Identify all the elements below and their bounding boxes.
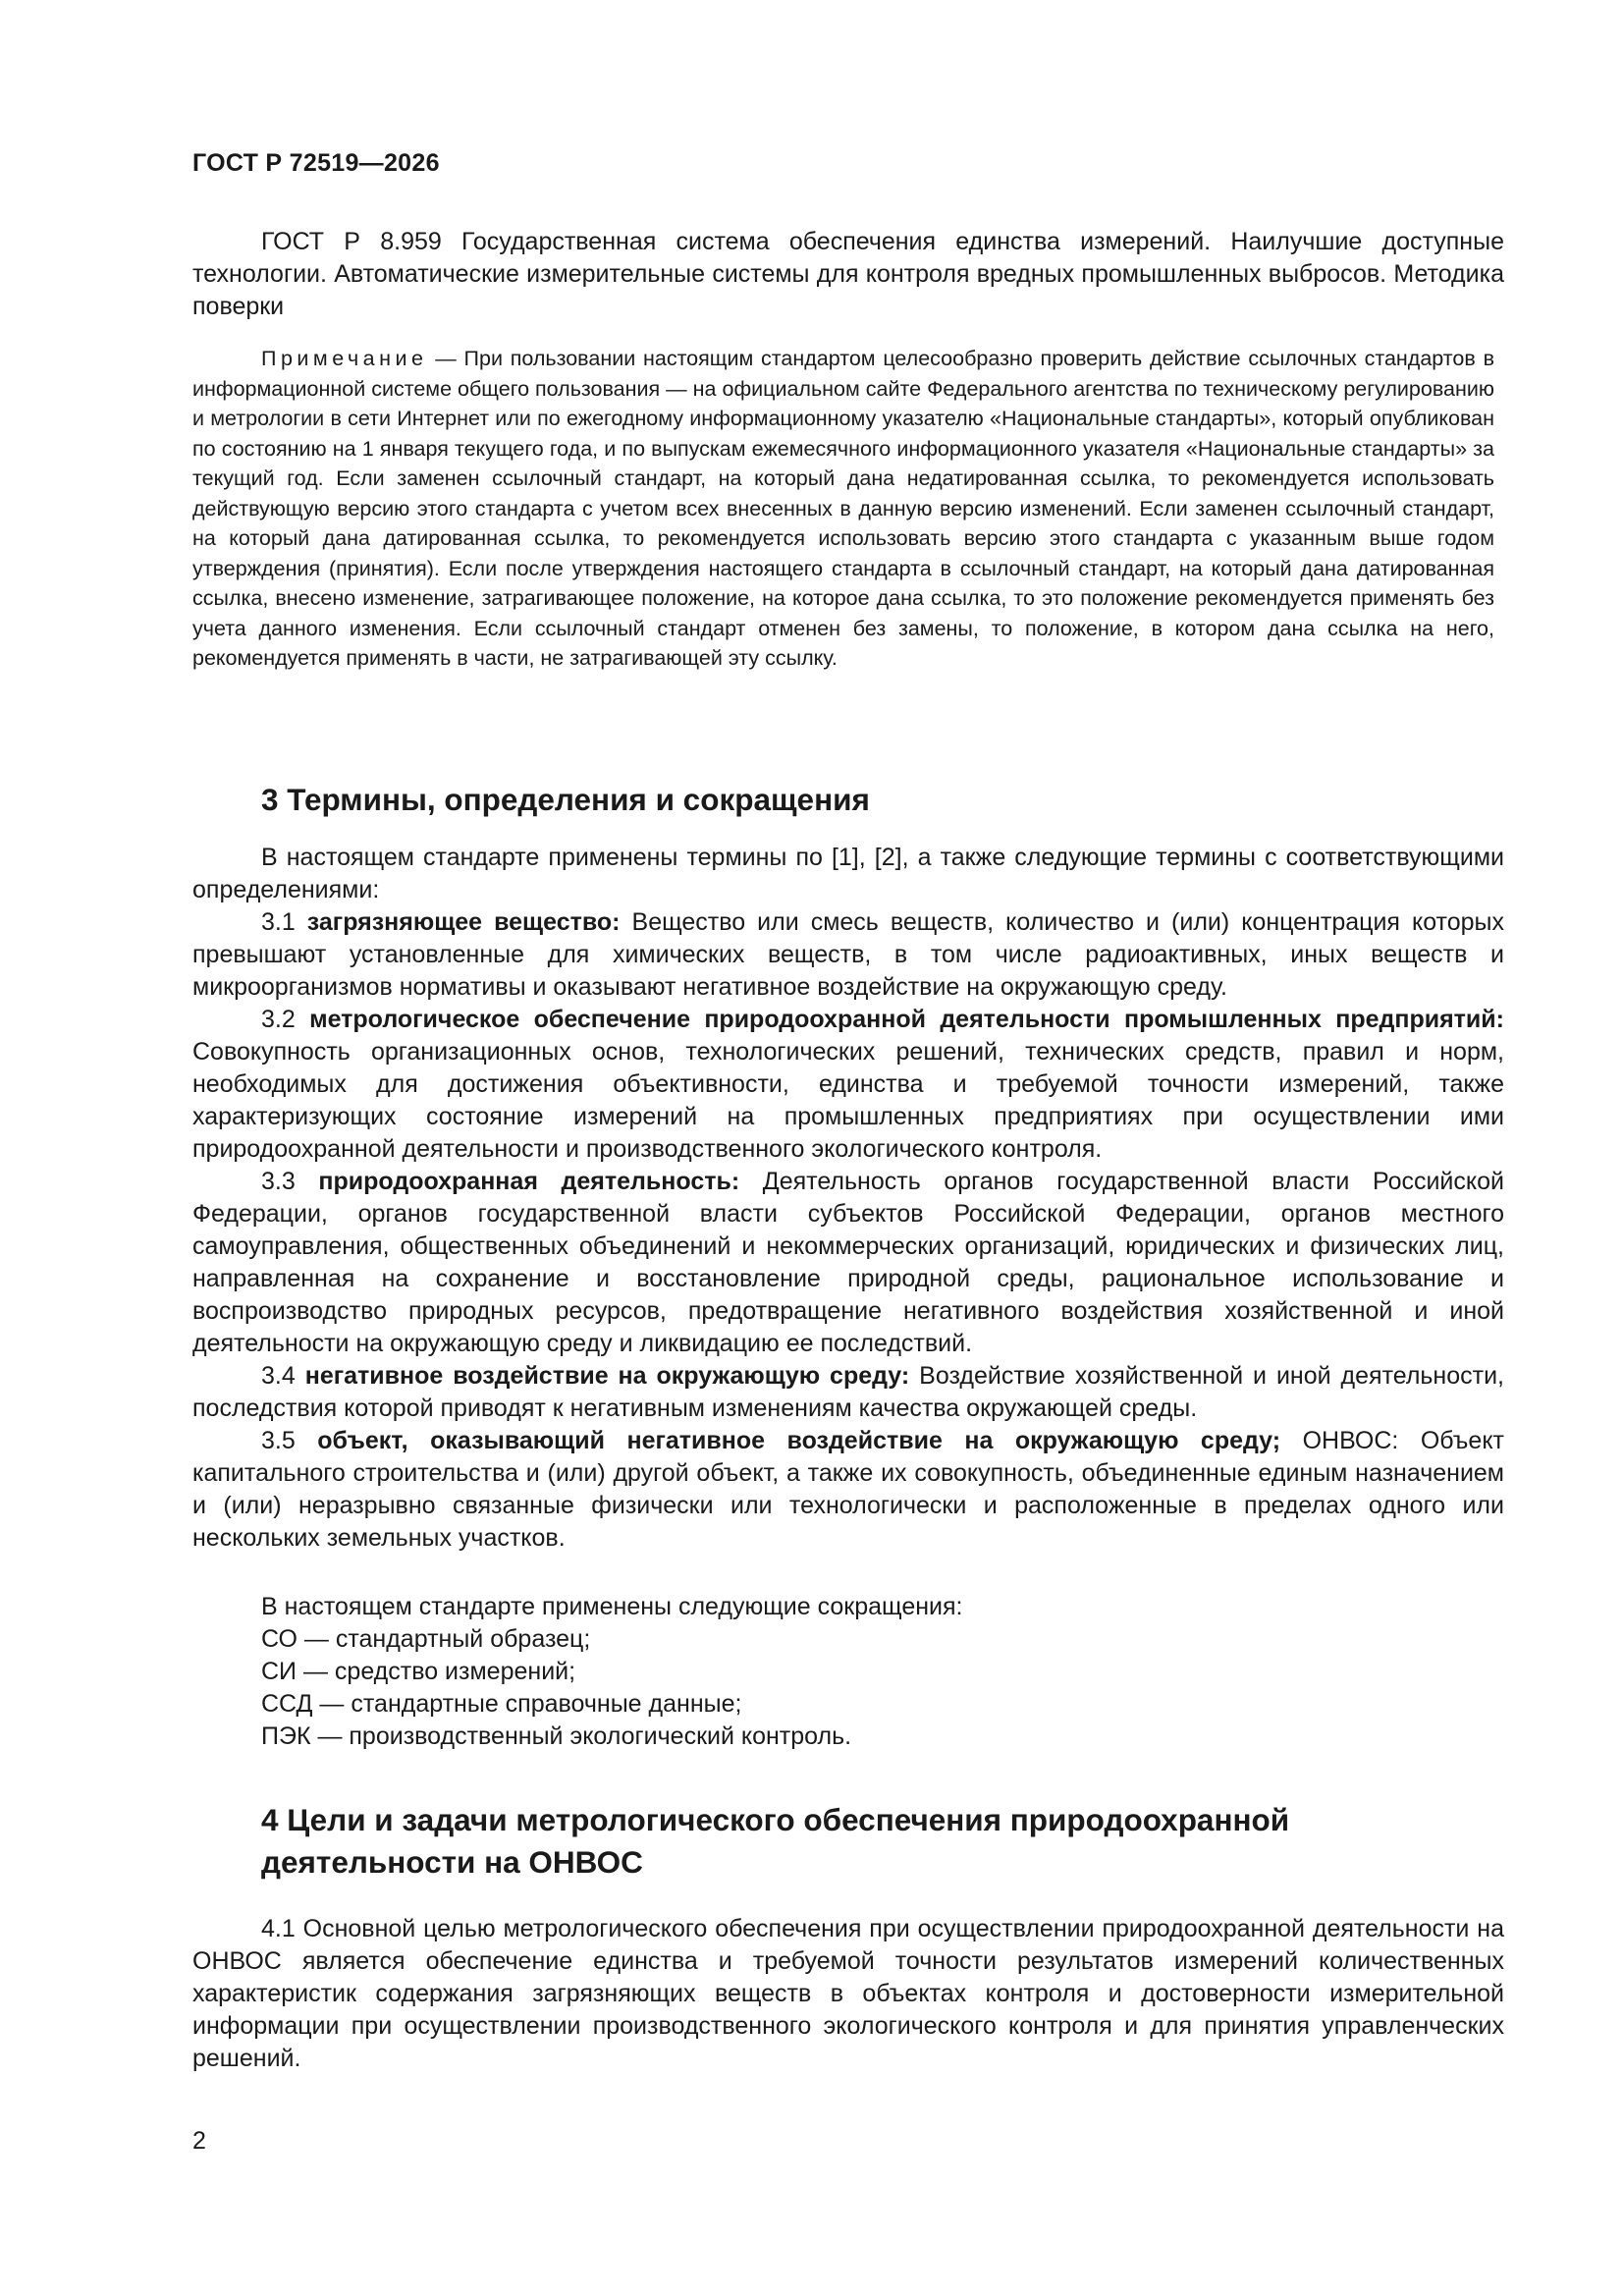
section-4-heading: [261, 1799, 1488, 1884]
term-title: метрологическое обеспечение природоохранной деятельности промышленных предприятий:: [309, 1006, 1504, 1033]
abbreviation-item: СИ — средство измерений;: [261, 1658, 576, 1685]
abbreviations-intro: В настоящем стандарте применены следующие сокращения:: [261, 1593, 963, 1620]
term-3-1: [192, 906, 1504, 1004]
note-label: Примечание: [261, 347, 428, 370]
abbreviation-item: ССД — стандартные справочные данные;: [261, 1690, 742, 1718]
section-3-heading: 3 Термины, определения и сокращения: [261, 782, 870, 817]
document-code-header: ГОСТ Р 72519—2026: [192, 149, 440, 177]
abbreviations-block: [261, 1591, 1518, 1753]
note-paragraph: [192, 344, 1494, 674]
term-number: 3.2: [261, 1006, 310, 1033]
section-4-heading-line-2: деятельности на ОНВОС: [261, 1844, 643, 1880]
term-3-5: [192, 1425, 1504, 1555]
term-3-2: [192, 1004, 1504, 1166]
note-text: — При пользовании настоящим стандартом целесообразно проверить действие ссылочных стандартов в информационной системе общего пользования — на официальном сайте Федерального агентства по техническому регулированию и метрологии в сети Интернет или по ежегодному информационному указателю «Национальные стандарты», который опубликован по состоянию на 1 января текущего года, и по выпускам ежемесячного информационного указателя «Национальные стандарты» за текущий год. Если заменен ссылочный стандарт, на который дана недатированная ссылка, то рекомендуется использовать действующую версию этого стандарта с учетом всех внесенных в данную версию изменений. Если заменен ссылочный стандарт, на который дана датированная ссылка, то рекомендуется использовать версию этого стандарта с указанным выше годом утверждения (принятия). Если после утверждения настоящего стандарта в ссылочный стандарт, на который дана датированная ссылка, внесено изменение, затрагивающее положение, на которое дана ссылка, то это положение рекомендуется применять без учета данного изменения. Если ссылочный стандарт отменен без замены, то положение, в котором дана ссылка на него, рекомендуется применять в части, не затрагивающей эту ссылку.: [192, 347, 1494, 670]
term-definition: Совокупность организационных основ, технологических решений, технических средств, правил и норм, необходимых для достижения объективности, единства и требуемой точности измерений, также характеризующих состояние измерений на промышленных предприятиях при осуществлении ими природоохранной деятельности и производственного экологического контроля.: [192, 1038, 1504, 1163]
term-number: 3.1: [261, 908, 307, 936]
section-3-body: [192, 842, 1504, 1555]
section-4-1-paragraph: 4.1 Основной целью метрологического обеспечения при осуществлении природоохранной деятельности на ОНВОС является обеспечение единства и требуемой точности результатов измерений количественных характеристик содержания загрязняющих веществ в объектах контроля и достоверности измерительной информации при осуществлении производственного экологического контроля и для принятия управленческих решений.: [192, 1915, 1504, 2072]
term-title: загрязняющее вещество:: [306, 908, 621, 936]
term-title: природоохранная деятельность:: [318, 1168, 740, 1195]
term-title: негативное воздействие на окружающую среду:: [304, 1362, 910, 1390]
term-definition: Воздействие хозяйственной и иной деятельности, последствия которой приводят к негативным изменениям качества окружающей среды.: [192, 1362, 1505, 1422]
term-definition: Деятельность органов государственной власти Российской Федерации, органов государственной власти субъектов Российской Федерации, органов местного самоуправления, общественных объединений и некоммерческих организаций, юридических и физических лиц, направленная на сохранение и восстановление природной среды, рациональное использование и воспроизводство природных ресурсов, предотвращение негативного воздействия хозяйственной и иной деятельности на окружающую среду и ликвидацию ее последствий.: [192, 1168, 1504, 1357]
term-number: 3.5: [261, 1427, 318, 1454]
term-definition: ОНВОС: Объект капитального строительства и (или) другой объект, а также их совокупность, объединенные единым назначением и (или) неразрывно связанные физически или технологически и расположенные в пределах одного или нескольких земельных участков.: [192, 1427, 1504, 1552]
term-number: 3.3: [261, 1168, 319, 1195]
section-4-heading-line-1: 4 Цели и задачи метрологического обеспечения природоохранной: [261, 1802, 1290, 1837]
abbreviation-item: СО — стандартный образец;: [261, 1625, 591, 1653]
page-number: 2: [192, 2127, 206, 2155]
term-title: объект, оказывающий негативное воздействие на окружающую среду;: [317, 1427, 1281, 1454]
reference-entry: ГОСТ Р 8.959 Государственная система обеспечения единства измерений. Наилучшие доступные технологии. Автоматические измерительные системы для контроля вредных промышленных выбросов. Методика поверки: [192, 228, 1504, 320]
section-3-intro: В настоящем стандарте применены термины по [1], [2], а также следующие термины с соответствующими определениями:: [192, 844, 1504, 903]
term-number: 3.4: [261, 1362, 305, 1390]
term-3-4: [192, 1360, 1504, 1425]
term-3-3: [192, 1166, 1504, 1360]
abbreviation-item: ПЭК — производственный экологический контроль.: [261, 1722, 852, 1750]
term-definition: Вещество или смесь веществ, количество и (или) концентрация которых превышают установленные для химических веществ, в том числе радиоактивных, иных веществ и микроорганизмов нормативы и оказывают негативное воздействие на окружающую среду.: [192, 908, 1504, 1001]
